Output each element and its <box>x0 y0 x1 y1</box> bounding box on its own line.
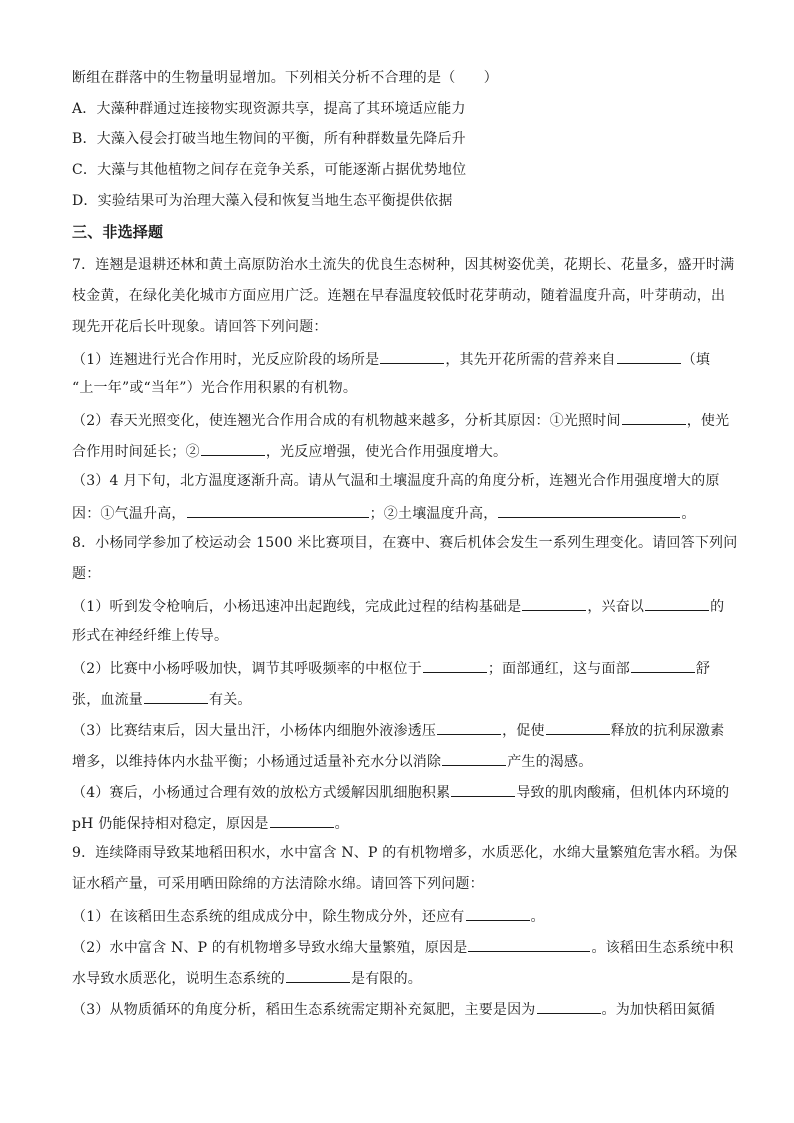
answer-blank[interactable] <box>537 999 601 1014</box>
text: 增多，以维持体内水盐平衡；小杨通过适量补充水分以消除 <box>72 754 442 770</box>
q9-part1 <box>72 906 732 926</box>
text: 。 <box>334 816 349 832</box>
text: 9．连续降雨导致某地稻田积水，水中富含 N、P 的有机物增多，水质恶化，水绵大量繁殖危害水稻。为保 <box>72 845 738 861</box>
text: （2）春天光照变化，使连翘光合作用合成的有机物越来越多，分析其原因：①光照时间 <box>72 413 621 429</box>
q9-part3-line1 <box>72 999 732 1019</box>
text: 。为加快稻田氮循 <box>601 1002 716 1018</box>
answer-blank[interactable] <box>442 751 506 766</box>
q8-part3-line1 <box>72 720 732 740</box>
section-heading <box>72 223 732 241</box>
question-6-stem-continued <box>72 69 732 87</box>
text: 有关。 <box>209 692 252 708</box>
q7-part1-line1 <box>72 349 732 369</box>
text: A．大藻种群通过连接物实现资源共享，提高了其环境适应能力 <box>72 101 466 117</box>
answer-blank[interactable] <box>451 782 515 797</box>
text: 证水稻产量，可采用晒田除绵的方法清除水绵。请回答下列问题： <box>72 876 484 892</box>
text: 形式在神经纤维上传导。 <box>72 628 229 644</box>
text: 合作用时间延长；② <box>72 444 200 460</box>
text: （1）连翘进行光合作用时，光反应阶段的场所是 <box>72 352 380 368</box>
q7-part2-line1 <box>72 410 732 430</box>
q8-part4-line2 <box>72 813 732 833</box>
q7-part1-line2 <box>72 379 732 397</box>
q8-part2-line2 <box>72 689 732 709</box>
q9-stem-line2 <box>72 875 732 893</box>
text: 。 <box>530 909 545 925</box>
text: 水导致水质恶化，说明生态系统的 <box>72 971 285 987</box>
text: ；面部通红，这与面部 <box>487 661 630 677</box>
text: 枝金黄，在绿化美化城市方面应用广泛。连翘在早春温度较低时花芽萌动，随着温度升高，叶芽萌动，出 <box>72 288 726 304</box>
text: 。 <box>681 506 696 522</box>
text: 的 <box>710 599 725 615</box>
answer-blank[interactable] <box>286 968 350 983</box>
answer-blank[interactable] <box>645 596 709 611</box>
q7-stem-line1 <box>72 256 735 274</box>
text: 产生的渴感。 <box>507 754 593 770</box>
q8-part2-line1 <box>72 658 732 678</box>
text: （4）赛后，小杨通过合理有效的放松方式缓解因肌细胞积累 <box>72 785 451 801</box>
text: 断组在群落中的生物量明显增加。下列相关分析不合理的是（ ） <box>72 70 498 86</box>
q7-part2-line2 <box>72 441 732 461</box>
text: D．实验结果可为治理大藻入侵和恢复当地生态平衡提供依据 <box>72 193 453 209</box>
answer-blank[interactable] <box>546 720 610 735</box>
q8-stem-line1 <box>72 534 738 552</box>
text: ，其先开花所需的营养来自 <box>445 352 616 368</box>
text: ，使光 <box>686 413 730 429</box>
option-a <box>72 100 732 118</box>
text: 因：①气温升高， <box>72 506 186 522</box>
q7-stem-line3 <box>72 318 732 336</box>
text: C．大藻与其他植物之间存在竞争关系，可能逐渐占据优势地位 <box>72 162 467 178</box>
text: 释放的抗利尿激素 <box>610 723 725 739</box>
answer-blank[interactable] <box>617 349 681 364</box>
q8-stem-line2 <box>72 565 732 583</box>
text: （3）比赛结束后，因大量出汗，小杨体内细胞外液渗透压 <box>72 723 437 739</box>
answer-blank[interactable] <box>466 906 530 921</box>
q7-part3-line2 <box>72 503 732 523</box>
text: ，兴奋以 <box>587 599 645 615</box>
answer-blank[interactable] <box>622 410 686 425</box>
q9-part2-line1 <box>72 937 732 957</box>
text: 题： <box>72 566 101 582</box>
answer-blank[interactable] <box>498 503 680 518</box>
option-b <box>72 130 732 148</box>
text: 是有限的。 <box>351 971 422 987</box>
answer-blank[interactable] <box>144 689 208 704</box>
answer-blank[interactable] <box>423 658 487 673</box>
text: 现先开花后长叶现象。请回答下列问题： <box>72 319 328 335</box>
q8-part1-line2 <box>72 627 732 645</box>
text: “上一年”或“当年”）光合作用积累的有机物。 <box>72 380 358 396</box>
text: （3）从物质循环的角度分析，稻田生态系统需定期补充氮肥，主要是因为 <box>72 1002 536 1018</box>
answer-blank[interactable] <box>270 813 334 828</box>
text: （3）4 月下旬，北方温度逐渐升高。请从气温和土壤温度升高的角度分析，连翘光合作用强度增大的原 <box>72 473 720 489</box>
text: （1）在该稻田生态系统的组成成分中，除生物成分外，还应有 <box>72 909 465 925</box>
q7-part3-line1 <box>72 472 732 490</box>
text: 导致的肌肉酸痛，但机体内环境的 <box>516 785 730 801</box>
text: 。该稻田生态系统中积 <box>591 940 734 956</box>
text: （2）比赛中小杨呼吸加快，调节其呼吸频率的中枢位于 <box>72 661 422 677</box>
q8-part3-line2 <box>72 751 732 771</box>
text: 舒 <box>695 661 711 677</box>
option-d <box>72 192 732 210</box>
text: （1）听到发令枪响后，小杨迅速冲出起跑线，完成此过程的结构基础是 <box>72 599 522 615</box>
answer-blank[interactable] <box>380 349 444 364</box>
answer-blank[interactable] <box>522 596 586 611</box>
text: ；②土壤温度升高， <box>369 506 498 522</box>
option-c <box>72 161 732 179</box>
q8-part1-line1 <box>72 596 732 616</box>
text: ，促使 <box>502 723 545 739</box>
text: （2）水中富含 N、P 的有机物增多导致水绵大量繁殖，原因是 <box>72 940 468 956</box>
text: ，光反应增强，使光合作用强度增大。 <box>265 444 508 460</box>
answer-blank[interactable] <box>437 720 501 735</box>
q8-part4-line1 <box>72 782 732 802</box>
text: 7．连翘是退耕还林和黄土高原防治水土流失的优良生态树种，因其树姿优美，花期长、花量多，盛开时满 <box>72 257 735 273</box>
q9-part2-line2 <box>72 968 732 988</box>
answer-blank[interactable] <box>468 937 590 952</box>
q9-stem-line1 <box>72 844 738 862</box>
text: （填 <box>681 352 711 368</box>
answer-blank[interactable] <box>201 441 265 456</box>
answer-blank[interactable] <box>631 658 695 673</box>
q7-stem-line2 <box>72 287 732 305</box>
answer-blank[interactable] <box>187 503 369 518</box>
text: 张，血流量 <box>72 692 143 708</box>
text: B．大藻入侵会打破当地生物间的平衡，所有种群数量先降后升 <box>72 131 466 147</box>
text: 8．小杨同学参加了校运动会 1500 米比赛项目，在赛中、赛后机体会发生一系列生理变化。请回答下列问 <box>72 535 738 551</box>
text: pH 仍能保持相对稳定，原因是 <box>72 816 269 832</box>
text: 三、非选择题 <box>72 223 164 241</box>
